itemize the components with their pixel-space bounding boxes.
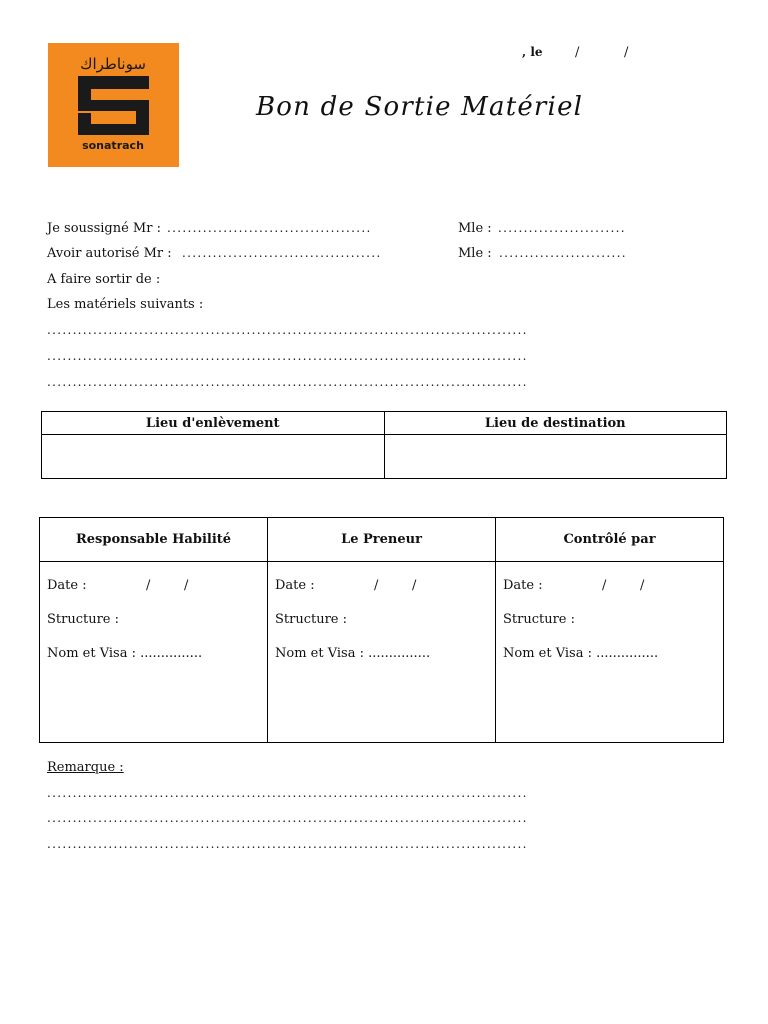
preneur-cell[interactable] bbox=[268, 562, 496, 743]
remarque-colon: : bbox=[115, 760, 124, 775]
structure-label: Structure : bbox=[503, 612, 576, 627]
remarque-heading bbox=[47, 760, 124, 775]
date-prefix: , le bbox=[522, 45, 543, 59]
mle-label-2: Mle : bbox=[458, 246, 492, 261]
mle-field-1[interactable]: ......................... bbox=[498, 221, 626, 235]
soussigne-field[interactable]: ........................................ bbox=[167, 221, 372, 235]
materiels-line-3[interactable]: .............................................................................................. bbox=[47, 375, 528, 389]
sonatrach-logo-graphic bbox=[48, 43, 179, 167]
autorise-field[interactable]: ....................................... bbox=[182, 246, 382, 260]
remarque-line-3[interactable]: .............................................................................................. bbox=[47, 837, 528, 851]
logo-arabic-text: سوناطراك bbox=[80, 55, 146, 73]
date-label: Date : bbox=[47, 578, 87, 593]
structure-label: Structure : bbox=[47, 612, 120, 627]
nom-visa-label: Nom et Visa : ............... bbox=[47, 646, 203, 661]
pickup-location-header: Lieu d'enlèvement bbox=[42, 412, 385, 435]
date-slash: / bbox=[412, 578, 417, 593]
location-table bbox=[41, 411, 727, 479]
date-slash: / bbox=[184, 578, 189, 593]
materiels-line-2[interactable]: .............................................................................................. bbox=[47, 349, 528, 363]
soussigne-label: Je soussigné Mr : bbox=[47, 221, 161, 236]
page-title: Bon de Sortie Matériel bbox=[256, 92, 584, 122]
destination-location-header: Lieu de destination bbox=[384, 412, 727, 435]
date-label: Date : bbox=[275, 578, 315, 593]
nom-visa-label: Nom et Visa : ............... bbox=[275, 646, 431, 661]
autorise-label: Avoir autorisé Mr : bbox=[47, 246, 172, 261]
remarque-line-2[interactable]: .............................................................................................. bbox=[47, 811, 528, 825]
logo-wordmark: sonatrach bbox=[82, 139, 144, 152]
date-slash: / bbox=[374, 578, 379, 593]
sortir-label: A faire sortir de : bbox=[47, 272, 161, 287]
materiels-line-1[interactable]: .............................................................................................. bbox=[47, 323, 528, 337]
preneur-header: Le Preneur bbox=[268, 518, 496, 562]
signature-table bbox=[39, 517, 724, 743]
destination-location-cell[interactable] bbox=[384, 435, 727, 479]
remarque-line-1[interactable]: .............................................................................................. bbox=[47, 786, 528, 800]
structure-label: Structure : bbox=[275, 612, 348, 627]
responsable-header: Responsable Habilité bbox=[40, 518, 268, 562]
date-slash: / bbox=[146, 578, 151, 593]
date-slash: / bbox=[602, 578, 607, 593]
sonatrach-logo bbox=[48, 43, 179, 167]
date-label: Date : bbox=[503, 578, 543, 593]
date-slash-1: / bbox=[575, 45, 580, 60]
mle-label-1: Mle : bbox=[458, 221, 492, 236]
materiels-label: Les matériels suivants : bbox=[47, 297, 204, 312]
nom-visa-label: Nom et Visa : ............... bbox=[503, 646, 659, 661]
pickup-location-cell[interactable] bbox=[42, 435, 385, 479]
date-slash: / bbox=[640, 578, 645, 593]
remarque-label: Remarque bbox=[47, 760, 116, 775]
controle-cell[interactable] bbox=[496, 562, 724, 743]
date-slash-2: / bbox=[624, 45, 629, 60]
mle-field-2[interactable]: ......................... bbox=[499, 246, 627, 260]
controle-header: Contrôlé par bbox=[496, 518, 724, 562]
responsable-cell[interactable] bbox=[40, 562, 268, 743]
